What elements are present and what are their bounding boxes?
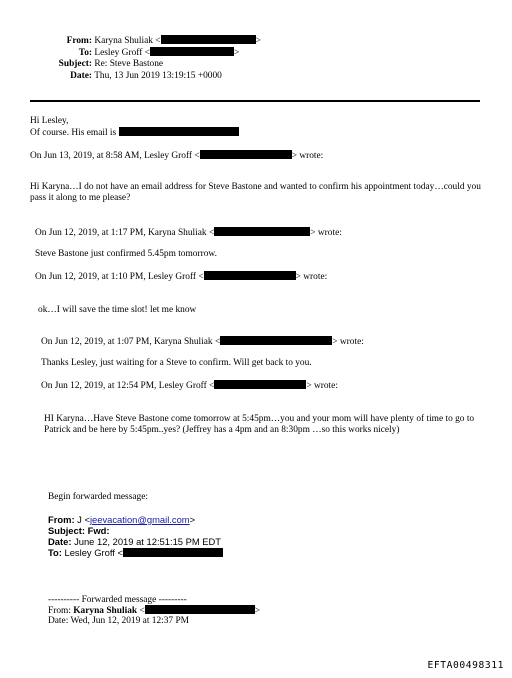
redaction-block — [204, 271, 296, 280]
quote4-body: Thanks Lesley, just waiting for a Steve to confirm. Will get back to you. — [41, 358, 312, 368]
forward-from-value: J < — [77, 514, 90, 525]
header-subject-value: Re: Steve Bastone — [94, 59, 164, 69]
redaction-block — [150, 47, 234, 56]
redaction-block — [123, 548, 223, 557]
attribution-prefix: On Jun 13, 2019, at 8:58 AM, Lesley Groff < — [30, 151, 200, 161]
forward-orig-from-open: < — [137, 606, 145, 616]
quote4-attribution — [41, 336, 364, 348]
quote5-attribution — [41, 380, 338, 392]
reply-line-text: Of course. His email is — [30, 128, 117, 138]
quote1-attribution — [30, 150, 323, 162]
redaction-block — [119, 127, 239, 136]
forward-to-label: To: — [48, 547, 62, 558]
attribution-suffix: > wrote: — [295, 272, 328, 282]
forward-from — [48, 514, 195, 525]
redaction-block — [220, 336, 332, 345]
forward-subject — [48, 525, 109, 536]
attribution-suffix: > wrote: — [291, 151, 324, 161]
forward-orig-date — [48, 616, 189, 627]
header-to — [42, 47, 239, 59]
forward-orig-date-label: Date: — [48, 616, 69, 626]
header-date-value: Thu, 13 Jun 2019 13:19:15 +0000 — [94, 71, 222, 81]
forward-begin: Begin forwarded message: — [48, 492, 148, 502]
header-date-label: Date: — [70, 71, 92, 81]
header-date — [42, 71, 222, 82]
forward-from-email-link[interactable]: jeevacation@gmail.com — [89, 514, 190, 525]
reply-greeting: Hi Lesley, — [30, 116, 69, 126]
close-bracket: > — [255, 36, 261, 46]
forward-orig-from-label: From: — [48, 606, 71, 616]
document-id: EFTA00498311 — [427, 660, 504, 671]
attribution-prefix: On Jun 12, 2019, at 1:07 PM, Karyna Shuliak < — [41, 337, 221, 347]
header-from-label: From: — [66, 36, 92, 46]
redaction-block — [214, 380, 306, 389]
quote2-attribution — [35, 227, 342, 239]
forward-subject-label: Subject: — [48, 525, 85, 536]
forward-orig-from-value: Karyna Shuliak — [73, 606, 138, 616]
redaction-block — [200, 150, 292, 159]
close-bracket: > — [233, 48, 240, 58]
attribution-prefix: On Jun 12, 2019, at 1:10 PM, Lesley Groff < — [35, 272, 204, 282]
redaction-block — [214, 227, 310, 236]
forward-date — [48, 536, 221, 547]
forward-subject-value: Fwd: — [87, 525, 110, 536]
attribution-suffix: > wrote: — [306, 381, 338, 391]
forward-orig-date-value: Wed, Jun 12, 2019 at 12:37 PM — [70, 616, 190, 626]
header-subject — [42, 59, 163, 70]
quote1-body: Hi Karyna…I do not have an email address for Steve Bastone and wanted to confirm his appointment today…could you pass it along to me please? — [30, 182, 481, 203]
header-subject-label: Subject: — [58, 59, 92, 69]
forward-date-label: Date: — [48, 536, 72, 547]
header-from — [42, 35, 261, 47]
attribution-suffix: > wrote: — [332, 337, 364, 347]
header-to-label: To: — [78, 48, 92, 58]
quote5-body: HI Karyna…Have Steve Bastone come tomorrow at 5:45pm…you and your mom will have plenty of time to go to Patrick and be here by 5:45pm..yes? (Jeffrey has a 4pm and an 8:30pm …so this works nicely) — [44, 414, 475, 435]
redaction-block — [145, 605, 255, 614]
forward-orig-from-close: > — [254, 606, 261, 616]
attribution-suffix: > wrote: — [310, 228, 342, 238]
forward-date-value: June 12, 2019 at 12:51:15 PM EDT — [74, 536, 222, 547]
quote3-body: ok…I will save the time slot! let me know — [38, 305, 197, 315]
header-divider — [30, 100, 480, 102]
forward-from-close: > — [189, 514, 196, 525]
reply-line — [30, 127, 239, 139]
forward-to-value: Lesley Groff < — [64, 547, 123, 558]
header-from-name: Karyna Shuliak < — [94, 36, 161, 46]
quote2-body: Steve Bastone just confirmed 5.45pm tomorrow. — [35, 249, 217, 259]
attribution-prefix: On Jun 12, 2019, at 12:54 PM, Lesley Groff < — [41, 381, 215, 391]
forward-from-label: From: — [48, 514, 75, 525]
header-to-name: Lesley Groff < — [94, 48, 150, 58]
quote3-attribution — [35, 271, 327, 283]
redaction-block — [161, 35, 256, 44]
attribution-prefix: On Jun 12, 2019, at 1:17 PM, Karyna Shuliak < — [35, 228, 215, 238]
forward-separator: ---------- Forwarded message --------- — [48, 595, 187, 605]
forward-to — [48, 547, 223, 558]
